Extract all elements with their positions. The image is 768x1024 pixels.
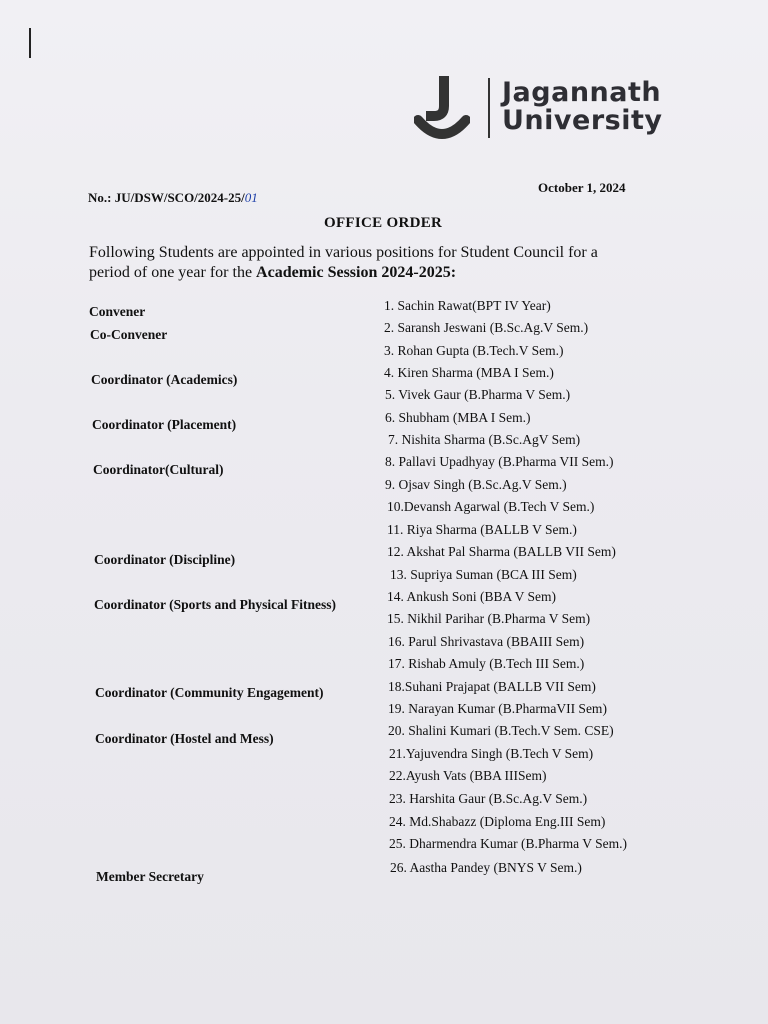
member-entry: 16. Parul Shrivastava (BBAIII Sem) — [388, 634, 585, 649]
logo-divider — [488, 78, 490, 138]
role-label: Coordinator (Hostel and Mess) — [95, 731, 274, 746]
role-label: Coordinator (Community Engagement) — [95, 685, 324, 700]
role-label: Coordinator (Sports and Physical Fitness) — [94, 597, 337, 612]
intro-line-2 — [89, 263, 681, 283]
role-label: Coordinator (Academics) — [91, 372, 238, 387]
member-entry: 8. Pallavi Upadhyay (B.Pharma VII Sem.) — [385, 454, 614, 469]
member-entry: 13. Supriya Suman (BCA III Sem) — [390, 567, 577, 582]
role-label: Coordinator (Discipline) — [94, 552, 236, 567]
university-logo — [414, 76, 676, 142]
role-label: Coordinator (Placement) — [92, 417, 237, 432]
member-entry: 18.Suhani Prajapat (BALLB VII Sem) — [388, 679, 596, 694]
intro-line-2-text: period of one year for the — [89, 264, 257, 281]
role-label: Convener — [89, 304, 146, 319]
member-entry: 20. Shalini Kumari (B.Tech.V Sem. CSE) — [388, 723, 614, 738]
member-entry: 24. Md.Shabazz (Diploma Eng.III Sem) — [389, 814, 606, 829]
member-entry: 9. Ojsav Singh (B.Sc.Ag.V Sem.) — [385, 477, 567, 492]
member-entry: 15. Nikhil Parihar (B.Pharma V Sem) — [387, 611, 591, 626]
member-entry: 4. Kiren Sharma (MBA I Sem.) — [384, 365, 554, 380]
member-entry: 26. Aastha Pandey (BNYS V Sem.) — [390, 860, 582, 875]
member-entry: 7. Nishita Sharma (B.Sc.AgV Sem) — [388, 432, 581, 447]
university-name-line2: University — [502, 105, 663, 136]
member-entry: 6. Shubham (MBA I Sem.) — [385, 410, 531, 425]
member-entry: 10.Devansh Agarwal (B.Tech V Sem.) — [387, 499, 595, 514]
role-label: Member Secretary — [96, 869, 204, 884]
member-entry: 14. Ankush Soni (BBA V Sem) — [387, 589, 557, 604]
university-emblem-icon — [414, 76, 470, 140]
member-entry: 17. Rishab Amuly (B.Tech III Sem.) — [388, 656, 585, 671]
member-entry: 22.Ayush Vats (BBA IIISem) — [389, 768, 547, 783]
order-date: October 1, 2024 — [538, 180, 626, 195]
role-label: Coordinator(Cultural) — [93, 462, 224, 477]
reference-handwritten-number: 01 — [244, 190, 258, 205]
reference-prefix: No.: JU/DSW/SCO/2024-25/ — [88, 190, 245, 205]
intro-line-1: Following Students are appointed in various positions for Student Council for a — [89, 244, 598, 261]
role-label: Co-Convener — [90, 327, 168, 342]
member-entry: 1. Sachin Rawat(BPT IV Year) — [384, 298, 551, 313]
member-entry: 21.Yajuvendra Singh (B.Tech V Sem) — [389, 746, 594, 761]
member-entry: 19. Narayan Kumar (B.PharmaVII Sem) — [388, 701, 607, 716]
academic-session: Academic Session 2024-2025: — [256, 264, 457, 281]
university-name-line1: Jagannath — [502, 77, 662, 108]
member-entry: 12. Akshat Pal Sharma (BALLB VII Sem) — [387, 544, 616, 559]
member-entry: 2. Saransh Jeswani (B.Sc.Ag.V Sem.) — [384, 320, 589, 335]
member-entry: 25. Dharmendra Kumar (B.Pharma V Sem.) — [389, 836, 627, 851]
member-entry: 5. Vivek Gaur (B.Pharma V Sem.) — [385, 387, 571, 402]
member-entry: 23. Harshita Gaur (B.Sc.Ag.V Sem.) — [389, 791, 588, 806]
intro-paragraph — [89, 243, 681, 283]
reference-number — [88, 190, 258, 206]
order-title: OFFICE ORDER — [324, 215, 443, 231]
pen-mark — [29, 28, 31, 58]
member-entry: 3. Rohan Gupta (B.Tech.V Sem.) — [384, 343, 564, 358]
member-entry: 11. Riya Sharma (BALLB V Sem.) — [387, 522, 577, 537]
